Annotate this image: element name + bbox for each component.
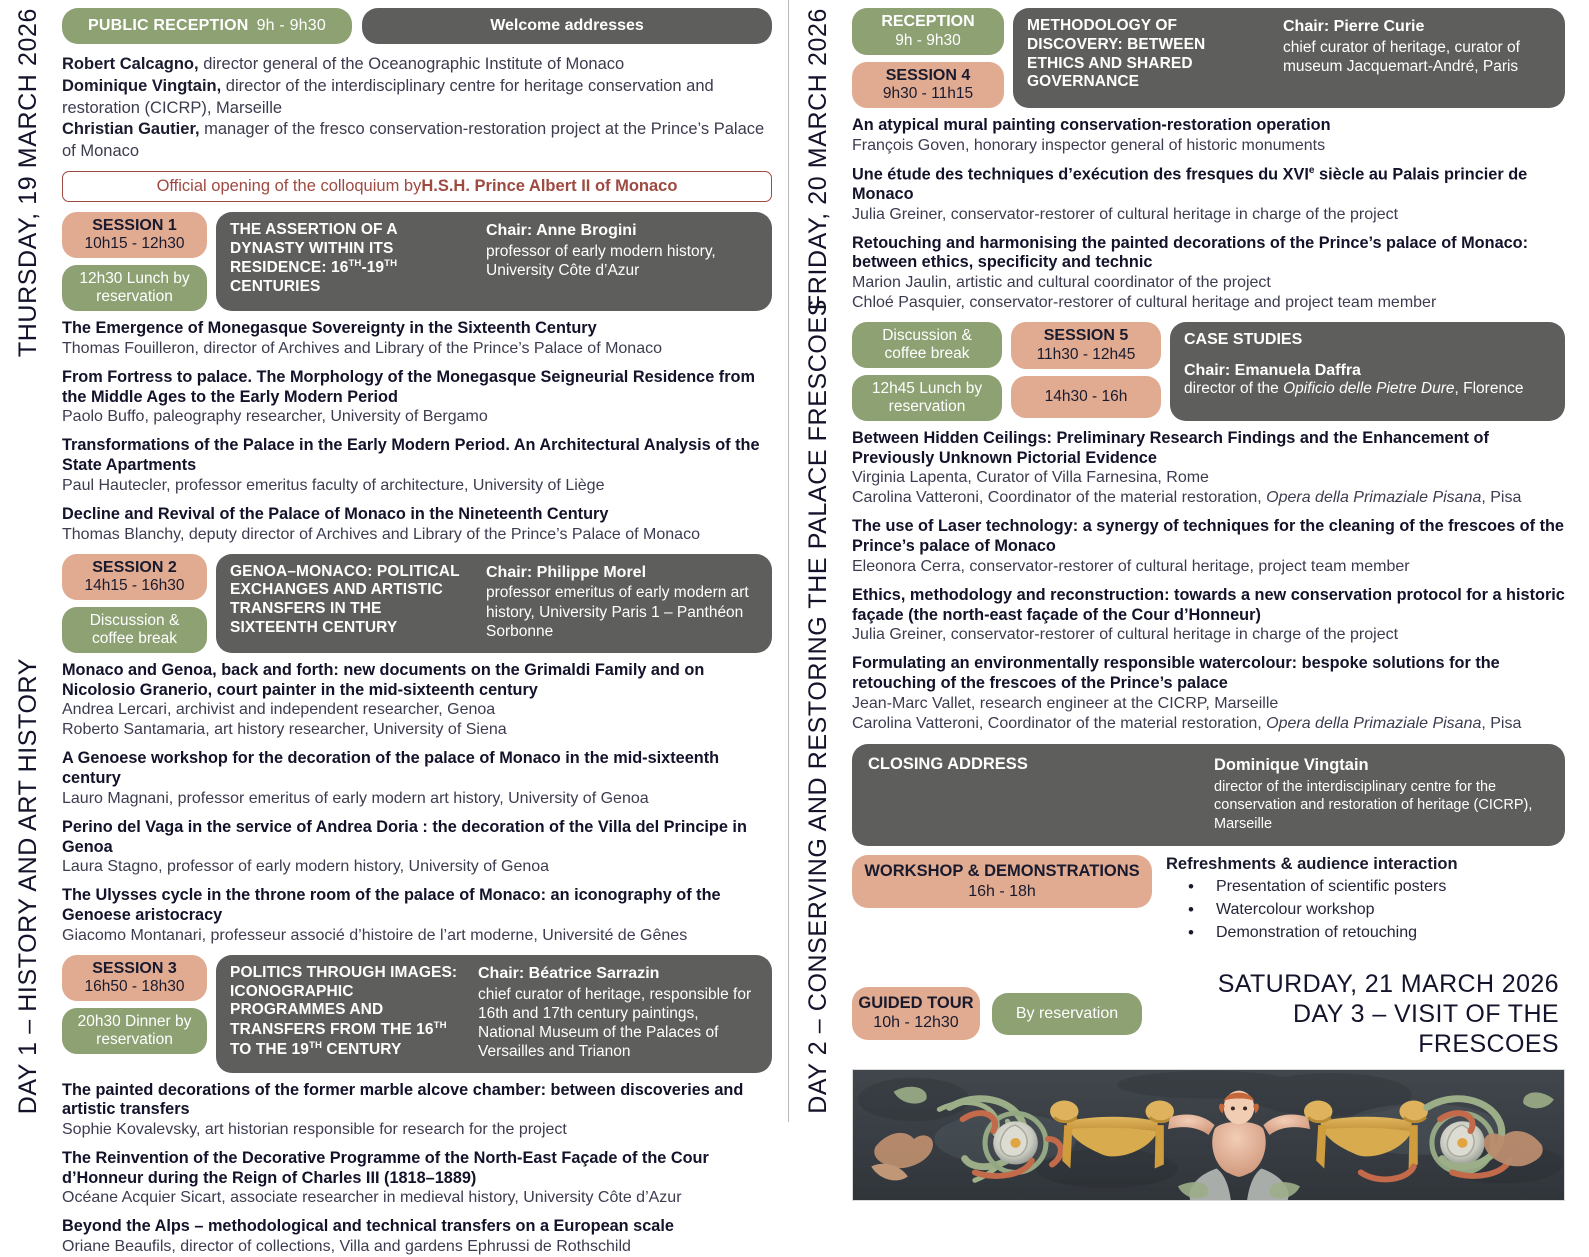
talk-author: Thomas Fouilleron, director of Archives and Library of the Prince’s Palace of Monaco [62, 339, 772, 359]
closing-address-label: CLOSING ADDRESS [868, 755, 1198, 834]
talk-author: Océane Acquier Sicart, associate researcher in medieval history, University Côte d’Azur [62, 1188, 772, 1208]
case-studies-panel [1170, 322, 1565, 421]
talk-title: Between Hidden Ceilings: Preliminary Research Findings and the Enhancement of Previously Unknown Pictorial Evidence [852, 429, 1565, 468]
talk-author: Eleonora Cerra, conservator-restorer of cultural heritage, project team member [852, 557, 1565, 577]
talk-title: The use of Laser technology: a synergy of techniques for the cleaning of the frescoes of the Prince’s palace of Monaco [852, 517, 1565, 556]
guided-tour-title: GUIDED TOUR [858, 994, 974, 1013]
chair-role-post: , Florence [1455, 380, 1524, 397]
official-opening-name: H.S.H. Prince Albert II of Monaco [421, 177, 677, 196]
session-4-title: SESSION 4 [886, 67, 970, 86]
chair-role: professor emeritus of early modern art history, University Paris 1 – Panthéon Sorbonne [486, 584, 749, 639]
talk-title: Une étude des techniques d’exécution des fresques du XVIe siècle au Palais princier de Monaco [852, 165, 1565, 205]
talk-author: Chloé Pasquier, conservator-restorer of cultural heritage and project team member [852, 293, 1565, 313]
session-1-theme: THE ASSERTION OF A DYNASTY WITHIN ITS RESIDENCE: 16TH-19TH CENTURIES [230, 221, 470, 300]
session-5-time: 11h30 - 12h45 [1037, 346, 1136, 364]
talk-author: Sophie Kovalevsky, art historian responsible for research for the project [62, 1120, 772, 1140]
session-4-header [852, 8, 1565, 108]
lunch-line-2: reservation [96, 288, 173, 306]
session-3-theme-panel [216, 955, 772, 1073]
session-4-chips [852, 8, 1004, 108]
case-studies-label: CASE STUDIES [1184, 331, 1551, 349]
talk-author: Giacomo Montanari, professeur associé d’histoire de l’art moderne, Université de Gênes [62, 926, 772, 946]
talk-title: Beyond the Alps – methodological and technical transfers on a European scale [62, 1217, 772, 1237]
lunch-chip [852, 375, 1002, 421]
talk-author: Oriane Beaufils, director of collections, Villa and gardens Ephrussi de Rothschild [62, 1237, 772, 1257]
session-1-title: SESSION 1 [92, 217, 176, 236]
talk-title: Decline and Revival of the Palace of Monaco in the Nineteenth Century [62, 505, 772, 525]
session-3-chair [478, 964, 758, 1062]
lunch-line-1: 12h30 Lunch by [79, 270, 189, 288]
talk-item [62, 1081, 772, 1140]
talk-item [62, 661, 772, 740]
session-3-dinner-chip [62, 1008, 207, 1054]
talk-title: Transformations of the Palace in the Early Modern Period. An Architectural Analysis of the State Apartments [62, 436, 772, 475]
talk-title: Formulating an environmentally responsible watercolour: bespoke solutions for the retouching of the frescoes of the Prince’s palace [852, 654, 1565, 693]
talk-title: The Reinvention of the Decorative Programme of the North-East Façade of the Cour d’Honneur during the Reign of Charles III (1818–1889) [62, 1149, 772, 1188]
dinner-line-2: reservation [96, 1031, 173, 1049]
closing-address-speaker [1214, 755, 1549, 834]
fresco-illustration [853, 1070, 1564, 1200]
talk-title: Monaco and Genoa, back and forth: new documents on the Grimaldi Family and on Nicolosio Granerio, court painter in the mid-sixteenth century [62, 661, 772, 700]
talk-item [62, 505, 772, 545]
talk-item [852, 165, 1565, 225]
day2-date-label: FRIDAY, 20 MARCH 2026 [804, 8, 833, 310]
session-1-lunch-chip [62, 265, 207, 311]
session-2-theme-panel [216, 554, 772, 653]
session-5-afternoon-chip [1011, 376, 1161, 418]
talk-item [852, 586, 1565, 645]
closing-speaker-role: director of the interdisciplinary centre for the conservation and restoration of heritage (CICRP), Marseille [1214, 779, 1532, 832]
session-5-chip [1011, 322, 1161, 369]
session-4-theme-panel [1013, 8, 1565, 108]
chair-role: chief curator of heritage, responsible for 16th and 17th century paintings, National Museum of the Palaces of Versailles and Trianon [478, 986, 751, 1061]
break-line-1: Discussion & [90, 612, 180, 630]
session-3-time: 16h50 - 18h30 [85, 978, 185, 996]
public-reception-time: 9h - 9h30 [257, 17, 326, 35]
public-reception-label: PUBLIC RECEPTION [88, 17, 249, 35]
chair-role-pre: director of the [1184, 380, 1283, 397]
break-line-2: coffee break [884, 345, 969, 363]
workshop-pill [852, 855, 1152, 908]
session-1-chair [486, 221, 758, 300]
list-item: • Watercolour workshop [1166, 899, 1565, 922]
talk-item [852, 654, 1565, 733]
talk-item [62, 886, 772, 945]
talk-author: Paolo Buffo, paleography researcher, University of Bergamo [62, 407, 772, 427]
session-5-title: SESSION 5 [1044, 327, 1128, 346]
welcome-speaker [62, 54, 772, 76]
session-5-chips [1011, 322, 1161, 421]
saturday-subtitle: DAY 3 – VISIT OF THE FRESCOES [1154, 999, 1559, 1059]
chair-name: Chair: Philippe Morel [486, 563, 758, 583]
session-2-time: 14h15 - 16h30 [85, 577, 185, 595]
session-3-theme: POLITICS THROUGH IMAGES: ICONOGRAPHIC PROGRAMMES AND TRANSFERS FROM THE 16TH TO THE 19TH CENTURY [230, 964, 462, 1062]
talk-author: Paul Hautecler, professor emeritus faculty of architecture, University of Liège [62, 476, 772, 496]
session-3-header [62, 955, 772, 1073]
session-3-chip [62, 955, 207, 1002]
session-4-talks [852, 116, 1565, 313]
session-2-header [62, 554, 772, 653]
talk-title: The painted decorations of the former marble alcove chamber: between discoveries and artistic transfers [62, 1081, 772, 1120]
talk-item [62, 818, 772, 877]
saturday-heading [1154, 969, 1565, 1059]
chair-role: professor of early modern history, University Côte d’Azur [486, 243, 716, 279]
day2-content [852, 0, 1589, 1122]
session-5-talks [852, 429, 1565, 734]
talk-title: From Fortress to palace. The Morphology of the Monegasque Seigneurial Residence from the Middle Ages to the Early Modern Period [62, 368, 772, 407]
workshop-time: 16h - 18h [860, 882, 1144, 901]
guided-tour-reservation-pill: By reservation [992, 993, 1142, 1035]
talk-title: An atypical mural painting conservation-restoration operation [852, 116, 1565, 136]
speaker-role: director of the interdisciplinary centre for heritage conservation and restoration (CICRP), Marseille [62, 77, 714, 117]
official-opening-prefix: Official opening of the colloquium by [157, 177, 422, 196]
talk-author: Julia Greiner, conservator-restorer of cultural heritage in charge of the project [852, 205, 1565, 225]
welcome-speaker [62, 76, 772, 120]
session-5-header [852, 322, 1565, 421]
talk-item [62, 368, 772, 427]
workshop-details [1166, 855, 1565, 944]
reception-title: RECEPTION [881, 13, 974, 32]
chair-name: Chair: Béatrice Sarrazin [478, 964, 758, 984]
chair-name: Chair: Anne Brogini [486, 221, 758, 241]
day1-column [0, 0, 790, 1122]
session-2-title: SESSION 2 [92, 559, 176, 578]
speaker-name: Dominique Vingtain, [62, 77, 221, 95]
day2-theme-label: DAY 2 – CONSERVING AND RESTORING THE PALACE FRESCOES [804, 299, 833, 1114]
talk-author: Lauro Magnani, professor emeritus of early modern art history, University of Genoa [62, 789, 772, 809]
saturday-date: SATURDAY, 21 MARCH 2026 [1154, 969, 1559, 999]
session-5-time-2: 14h30 - 16h [1045, 388, 1128, 406]
workshop-row [852, 855, 1565, 944]
session-3-talks [62, 1081, 772, 1257]
chair-role-institution: Opificio delle Pietre Dure [1283, 380, 1454, 397]
day1-date-label: THURSDAY, 19 MARCH 2026 [14, 8, 43, 357]
talk-title: Retouching and harmonising the painted decorations of the Prince’s palace of Monaco: between ethics, specificity and technic [852, 234, 1565, 273]
break-line-2: coffee break [92, 630, 177, 648]
public-reception-header-row [62, 8, 772, 44]
speaker-role: manager of the fresco conservation-restoration project at the Prince’s Palace of Monaco [62, 120, 764, 160]
talk-title: The Emergence of Monegasque Sovereignty in the Sixteenth Century [62, 319, 772, 339]
session-1-time: 10h15 - 12h30 [85, 235, 185, 253]
talk-item [852, 429, 1565, 508]
day2-column [790, 0, 1589, 1122]
workshop-heading: Refreshments & audience interaction [1166, 855, 1565, 874]
dinner-line-1: 20h30 Dinner by [78, 1013, 192, 1031]
guided-tour-row [852, 969, 1565, 1059]
workshop-title: WORKSHOP & DEMONSTRATIONS [860, 862, 1144, 882]
talk-item [62, 436, 772, 495]
session-5-break-chips [852, 322, 1002, 421]
chair-role: chief curator of heritage, curator of museum Jacquemart-André, Paris [1283, 39, 1520, 75]
speaker-name: Robert Calcagno, [62, 55, 199, 73]
session-2-chips [62, 554, 207, 653]
day1-content [62, 0, 790, 1122]
closing-speaker-name: Dominique Vingtain [1214, 755, 1549, 776]
public-reception-pill [62, 8, 352, 44]
official-opening-box [62, 171, 772, 202]
session-4-chip [852, 62, 1004, 109]
session-2-chair [486, 563, 758, 642]
day1-theme-label: DAY 1 – HISTORY AND ART HISTORY [14, 658, 43, 1114]
talk-item [62, 1149, 772, 1208]
talk-author: Carolina Vatteroni, Coordinator of the material restoration, Opera della Primaziale Pisana, Pisa [852, 488, 1565, 508]
talk-author: Marion Jaulin, artistic and cultural coordinator of the project [852, 273, 1565, 293]
chair-role [1184, 380, 1551, 398]
talk-item [62, 319, 772, 359]
session-4-chair [1283, 17, 1551, 97]
welcome-speaker [62, 119, 772, 163]
session-1-chip [62, 212, 207, 259]
talk-author: Jean-Marc Vallet, research engineer at the CICRP, Marseille [852, 694, 1565, 714]
list-item: • Demonstration of retouching [1166, 922, 1565, 945]
talk-author: Thomas Blanchy, deputy director of Archives and Library of the Prince’s Palace of Monaco [62, 525, 772, 545]
session-1-theme-panel [216, 212, 772, 311]
talk-title: Perino del Vaga in the service of Andrea Doria : the decoration of the Villa del Principe in Genoa [62, 818, 772, 857]
talk-title: The Ulysses cycle in the throne room of the palace of Monaco: an iconography of the Genoese aristocracy [62, 886, 772, 925]
coffee-break-chip [852, 322, 1002, 368]
speaker-role: director general of the Oceanographic Institute of Monaco [199, 55, 625, 73]
session-4-theme: METHODOLOGY OF DISCOVERY: BETWEEN ETHICS AND SHARED GOVERNANCE [1027, 17, 1267, 97]
session-2-chip [62, 554, 207, 601]
welcome-speakers-list [62, 54, 772, 163]
talk-author: Virginia Lapenta, Curator of Villa Farnesina, Rome [852, 468, 1565, 488]
fresco-decorative-band [852, 1069, 1565, 1201]
chair-name: Chair: Pierre Curie [1283, 17, 1551, 37]
day1-side-rail [0, 0, 62, 1122]
session-1-talks [62, 319, 772, 544]
reception-chip [852, 8, 1004, 55]
guided-tour-time: 10h - 12h30 [858, 1014, 974, 1033]
session-4-time: 9h30 - 11h15 [883, 85, 973, 103]
talk-item [62, 1217, 772, 1257]
talk-item [852, 116, 1565, 156]
talk-author: Roberto Santamaria, art history researcher, University of Siena [62, 720, 772, 740]
talk-author: Julia Greiner, conservator-restorer of cultural heritage in charge of the project [852, 625, 1565, 645]
talk-item [852, 234, 1565, 313]
talk-author: Carolina Vatteroni, Coordinator of the material restoration, Opera della Primaziale Pisana, Pisa [852, 714, 1565, 734]
session-3-chips [62, 955, 207, 1073]
workshop-items-list [1166, 876, 1565, 944]
day2-side-rail [790, 0, 852, 1122]
session-1-chips [62, 212, 207, 311]
talk-item [852, 517, 1565, 576]
session-2-talks [62, 661, 772, 946]
session-2-break-chip [62, 607, 207, 653]
guided-tour-pill [852, 987, 980, 1039]
talk-title: Ethics, methodology and reconstruction: towards a new conservation protocol for a historic façade (the north-east façade of the Cour d’Honneur) [852, 586, 1565, 625]
lunch-line-1: 12h45 Lunch by [872, 380, 982, 398]
closing-address-panel [852, 744, 1565, 847]
talk-item [62, 749, 772, 808]
talk-author: Andrea Lercari, archivist and independent researcher, Genoa [62, 700, 772, 720]
session-2-theme: GENOA–MONACO: POLITICAL EXCHANGES AND ARTISTIC TRANSFERS IN THE SIXTEENTH CENTURY [230, 563, 470, 642]
break-line-1: Discussion & [882, 327, 972, 345]
welcome-addresses-pill: Welcome addresses [362, 8, 772, 44]
lunch-line-2: reservation [889, 398, 966, 416]
session-3-title: SESSION 3 [92, 960, 176, 979]
talk-title: A Genoese workshop for the decoration of the palace of Monaco in the mid-sixteenth century [62, 749, 772, 788]
chair-name: Chair: Emanuela Daffra [1184, 362, 1551, 380]
speaker-name: Christian Gautier, [62, 120, 200, 138]
talk-author: Laura Stagno, professor of early modern history, University of Genoa [62, 857, 772, 877]
session-1-header [62, 212, 772, 311]
list-item: • Presentation of scientific posters [1166, 876, 1565, 899]
talk-author: François Goven, honorary inspector general of historic monuments [852, 136, 1565, 156]
column-divider [788, 0, 789, 1122]
reception-time: 9h - 9h30 [895, 32, 961, 50]
